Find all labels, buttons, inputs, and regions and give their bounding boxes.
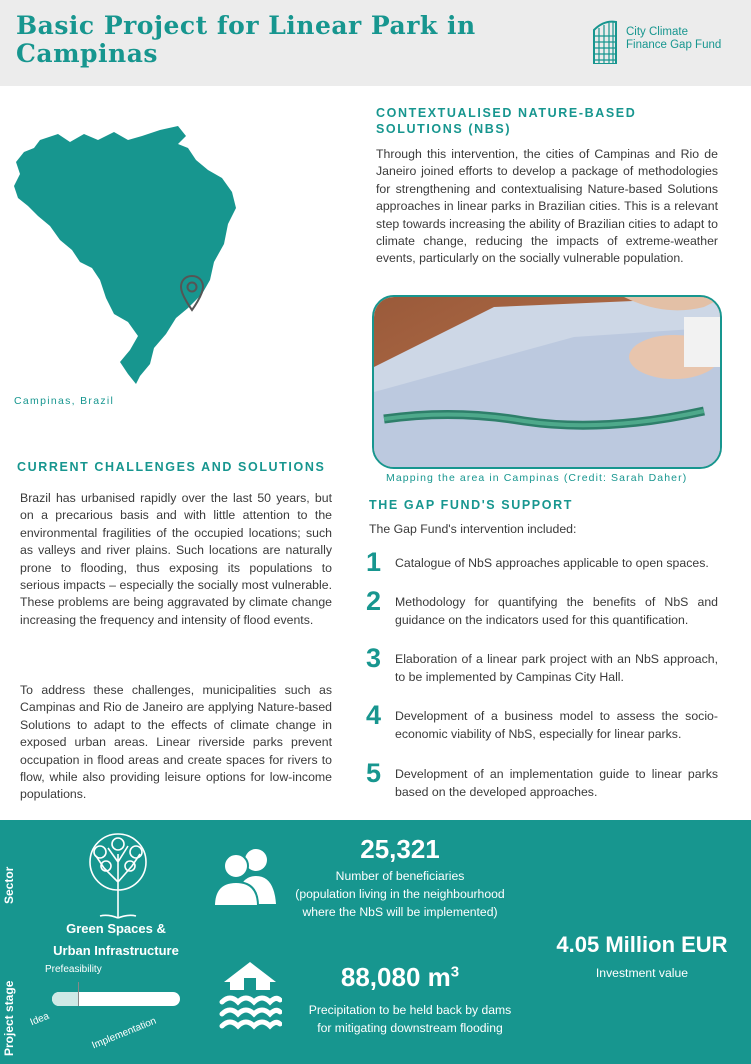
step-number: 3 [366, 643, 382, 673]
challenges-para-2: To address these challenges, municipalities such as Campinas and Rio de Janeiro are applying Nature-based Solutions to adapt to the effects of climate change in exposed urban areas. Linear riverside parks prevent occupation in flood areas and create spaces for rivers to flow, while also providing leisure options for low-income populations. [20, 683, 332, 802]
beneficiaries-label: Number of beneficiaries [335, 869, 465, 883]
key-facts-band [0, 820, 751, 1064]
stage-progress-track [52, 992, 180, 1006]
field-photo [372, 295, 722, 469]
page-header [0, 0, 751, 86]
sector-label: Sector [2, 866, 16, 904]
support-heading: THE GAP FUND'S SUPPORT [369, 498, 573, 512]
city-logo-icon [590, 18, 620, 64]
city-climate-logo [590, 18, 740, 66]
brazil-map [10, 112, 240, 387]
nbs-heading: CONTEXTUALISED NATURE-BASED SOLUTIONS (NBS) [376, 106, 637, 136]
step-text: Development of an implementation guide to linear parks based on the developed approaches. [395, 767, 718, 799]
support-intro: The Gap Fund's intervention included: [369, 522, 577, 536]
challenges-para-1: Brazil has urbanised rapidly over the last 50 years, but on a precarious basis and with little attention to the environmental fragilities of the occupied locations; such as valleys and river plains. Such locations are naturally prone to flooding, thus exposing its populations to serious impacts – especially the socially most vulnerable. These problems are being aggravated by climate change increasing the frequency and intensity of flood events. [20, 491, 332, 627]
step-number: 4 [366, 700, 382, 730]
stage-prefeasibility: Prefeasibility [45, 964, 102, 975]
step-text: Catalogue of NbS approaches applicable to open spaces. [395, 556, 709, 570]
stage-marker [78, 982, 79, 1006]
photo-caption: Mapping the area in Campinas (Credit: Sarah Daher) [386, 472, 688, 484]
step-text: Elaboration of a linear park project with an NbS approach, to be implemented by Campinas City Hall. [395, 652, 718, 684]
precipitation-value: 88,080 $m^3$ [340, 962, 460, 992]
challenges-heading: CURRENT CHALLENGES AND SOLUTIONS [17, 460, 326, 474]
tree-icon [78, 832, 158, 920]
step-number: 5 [366, 758, 382, 788]
precipitation-note: Precipitation to be held back by dams for mitigating downstream flooding [308, 1003, 512, 1035]
logo-text: City Climate Finance Gap Fund [626, 26, 722, 51]
stage-idea: Idea [28, 1010, 51, 1029]
stage-progress-fill [52, 992, 78, 1006]
investment-value: 4.05 Million EUR [556, 932, 728, 957]
step-text: Development of a business model to assess the socio-economic viability of NbS, especially for linear parks. [395, 709, 718, 741]
stage-label: Project stage [2, 980, 16, 1056]
nbs-body: Through this intervention, the cities of Campinas and Rio de Janeiro joined efforts to develop a package of methodologies for strengthening and contextualising Nature-based Solutions approaches in linear parks in Brazilian cities. This is a relevant step towards increasing the ability of Brazilian cities to adapt to climate change, reducing the impacts of extreme-weather events, particularly on the socially vulnerable population. [376, 147, 718, 266]
stage-implementation: Implementation [90, 1015, 158, 1052]
flood-house-icon [218, 960, 282, 1032]
investment-label: Investment value [595, 966, 689, 980]
map-caption: Campinas, Brazil [14, 395, 115, 407]
step-number: 1 [366, 547, 382, 577]
beneficiaries-note: (population living in the neighbourhood where the NbS will be implemented) [295, 887, 505, 919]
sector-name: Green Spaces & Urban Infrastructure [53, 921, 179, 958]
step-text: Methodology for quantifying the benefits of NbS and guidance on the indicators used for this quantification. [395, 595, 718, 627]
beneficiaries-value: 25,321 [360, 834, 440, 864]
people-icon [214, 844, 278, 906]
page-title: Basic Project for Linear Park in Campinas [16, 11, 476, 68]
step-number: 2 [366, 586, 382, 616]
